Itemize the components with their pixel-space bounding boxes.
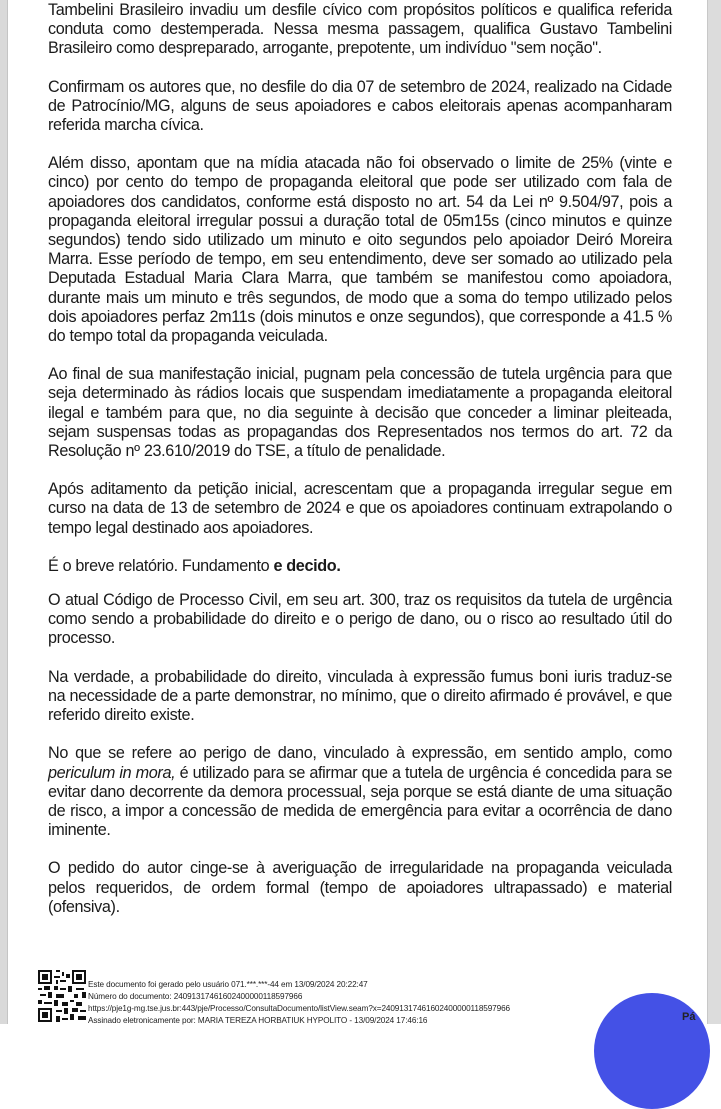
footer-signed-by: Assinado eletronicamente por: MARIA TEREZA HORBATIUK HYPOLITO - 13/09/2024 17:46:16 xyxy=(88,1016,428,1026)
paragraph: Ao final de sua manifestação inicial, pugnam pela concessão de tutela urgência para que seja determinado às rádios locais que suspendam imediatamente a propaganda eleitoral ilegal e também para que, no dia seguinte à decisão que conceder a liminar pleiteada, sejam suspensas todas as propagandas dos Representados nos termos do art. 72 da Resolução nº 23.610/2019 do TSE, a título de penalidade. xyxy=(48,365,672,461)
paragraph: Na verdade, a probabilidade do direito, vinculada à expressão fumus boni iuris traduz-se na necessidade de a parte demonstrar, no mínimo, que o direito afirmado é provável, e que referido direito existe. xyxy=(48,667,672,725)
conclusion-paragraph xyxy=(48,557,672,576)
paragraph: Após aditamento da petição inicial, acrescentam que a propaganda irregular segue em curso na data de 13 de setembro de 2024 e que os apoiadores continuam extrapolando o tempo legal destinado aos apoiadores. xyxy=(48,480,672,537)
periculum-before: No que se refere ao perigo de dano, vinculado à expressão, em sentido amplo, como xyxy=(48,744,672,763)
document-body xyxy=(48,1,672,936)
conclusion-bold: e decido. xyxy=(273,556,341,575)
conclusion-text: É o breve relatório. Fundamento xyxy=(48,556,274,575)
footer-document-number: Número do documento: 24091317461602400000118597966 xyxy=(88,992,303,1002)
footer-metadata xyxy=(88,979,510,1027)
qr-code-icon xyxy=(36,968,88,1024)
viewer-left-edge xyxy=(0,0,8,1024)
periculum-italic: periculum in mora, xyxy=(48,763,176,782)
paragraph: Confirmam os autores que, no desfile do dia 07 de setembro de 2024, realizado na Cidade de Patrocínio/MG, alguns de seus apoiadores e cabos eleitorais apenas acompanharam referida marcha cívica. xyxy=(48,77,672,135)
paragraph: O atual Código de Processo Civil, em seu art. 300, traz os requisitos da tutela de urgência como sendo a probabilidade do direito e o perigo de dano, ou o risco ao resultado útil do processo. xyxy=(48,591,672,648)
periculum-after: é utilizado para se afirmar que a tutela de urgência é concedida para se evitar dano decorrente da demora processual, seja porque se está diante de uma situação de risco, a impor a concessão de medida de emergência para evitar a ocorrência de dano iminente. xyxy=(48,763,672,840)
paragraph: Tambelini Brasileiro invadiu um desfile cívico com propósitos políticos e qualifica referida conduta como destemperada. Nessa mesma passagem, qualifica Gustavo Tambelini Brasileiro como despreparado, arrogante, prepotente, um indivíduo "sem noção". xyxy=(48,1,672,58)
footer-generated-by: Este documento foi gerado pelo usuário 071.***.***-44 em 13/09/2024 20:22:47 xyxy=(88,980,368,989)
paragraph: O pedido do autor cinge-se à averiguação de irregularidade na propaganda veiculada pelos requeridos, de ordem formal (tempo de apoiadores ultrapassado) e material (ofensiva). xyxy=(48,859,672,916)
page-indicator: Pá xyxy=(682,1011,696,1023)
viewer-scrollbar[interactable] xyxy=(707,0,721,1024)
periculum-paragraph xyxy=(48,744,672,840)
footer-url[interactable]: https://pje1g-mg.tse.jus.br:443/pje/Processo/ConsultaDocumento/listView.seam?x=24091317461602400000118597966 xyxy=(88,1004,510,1014)
paragraph: Além disso, apontam que na mídia atacada não foi observado o limite de 25% (vinte e cinco) por cento do tempo de propaganda eleitoral que pode ser utilizado com fala de apoiadores dos candidatos, conforme está disposto no art. 54 da Lei nº 9.504/97, pois a propaganda eleitoral irregular possui a duração total de 05m15s (cinco minutos e quinze segundos) tendo sido utilizado um minuto e oito segundos pelo apoiador Deiró Moreira Marra. Esse período de tempo, em seu entendimento, deve ser somado ao utilizado pela Deputada Estadual Maria Clara Marra, que também se manifestou como apoiadora, durante mais um minuto e três segundos, de modo que a soma do tempo utilizado pelos dois apoiadores perfaz 2m11s (dois minutos e onze segundos), que corresponde a 41.5 % do tempo total da propaganda veiculada. xyxy=(48,154,672,346)
document-footer xyxy=(36,968,676,1024)
